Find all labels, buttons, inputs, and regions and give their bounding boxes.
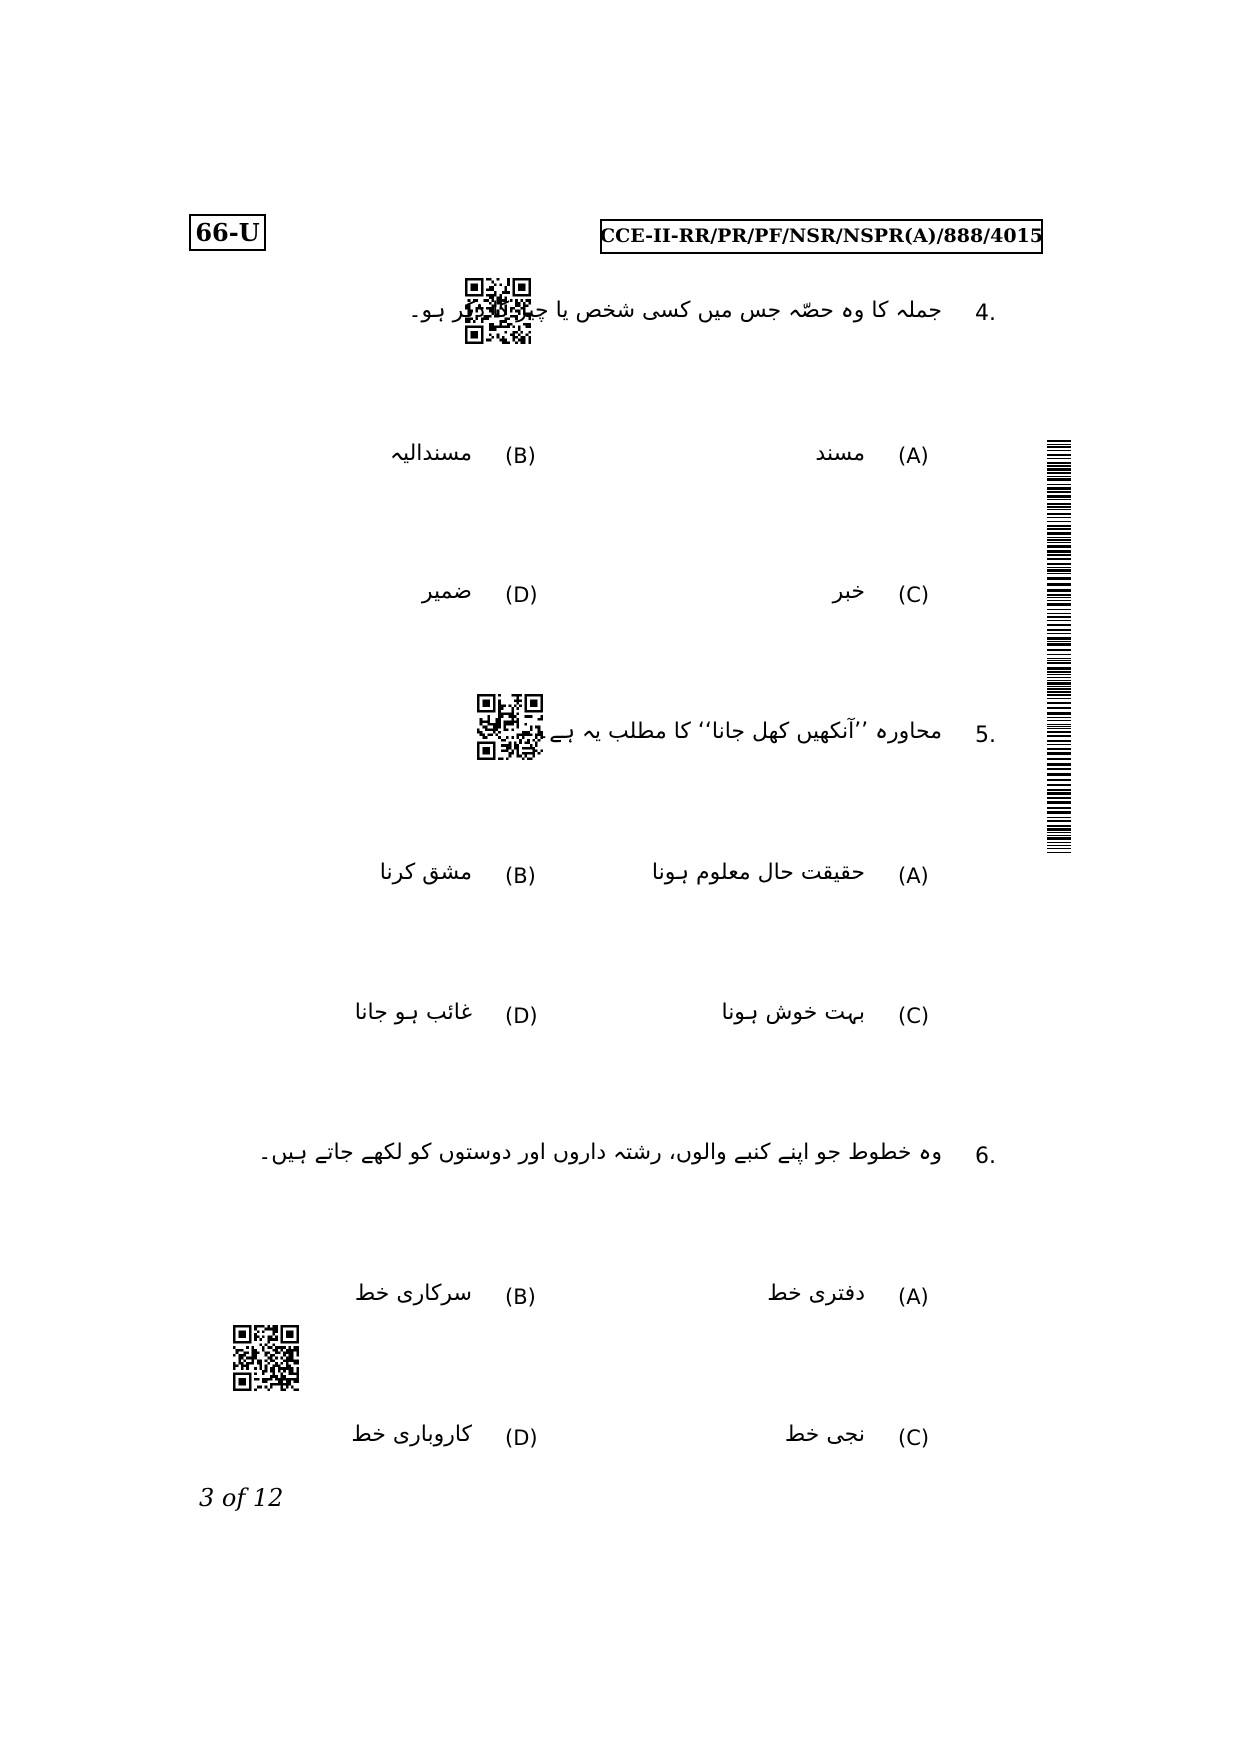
option-text: سرکاری خط <box>354 1281 472 1306</box>
question-text: وہ خطوط جو اپنے کنبے والوں، رشتہ داروں اور دوستوں کو لکھے جاتے ہیں۔ <box>258 1140 942 1165</box>
qr-code <box>477 694 543 760</box>
option-label: (B) <box>505 1285 536 1309</box>
option-label: (D) <box>505 1004 538 1028</box>
option-text: خبر <box>832 579 865 604</box>
option-text: مشق کرنا <box>379 860 472 885</box>
option-text: مسندالیہ <box>390 441 472 466</box>
option-label: (C) <box>898 583 930 607</box>
option-label: (A) <box>898 444 929 468</box>
question-text: محاورہ ’’آنکھیں کھل جانا‘‘ کا مطلب یہ ہے۔ <box>536 719 942 744</box>
series-code: CCE-II-RR/PR/PF/NSR/NSPR(A)/888/4015 <box>600 219 1043 254</box>
question-number: 5. <box>975 723 996 748</box>
page-number: 3 of 12 <box>199 1484 284 1512</box>
option-text: حقیقت حال معلوم ہونا <box>651 860 865 885</box>
option-label: (D) <box>505 1426 538 1450</box>
option-text: غائب ہو جانا <box>354 1000 472 1025</box>
barcode <box>1047 440 1071 855</box>
question-number: 4. <box>975 301 996 326</box>
option-text: بہت خوش ہونا <box>721 1000 865 1025</box>
question-number: 6. <box>975 1144 996 1169</box>
paper-code: 66-U <box>189 214 266 251</box>
option-label: (D) <box>505 583 538 607</box>
option-label: (A) <box>898 864 929 888</box>
option-label: (B) <box>505 444 536 468</box>
option-text: کاروباری خط <box>351 1422 472 1447</box>
option-label: (B) <box>505 864 536 888</box>
qr-code <box>233 1325 299 1391</box>
option-text: ضمیر <box>421 579 472 604</box>
question-text: جملہ کا وہ حصّہ جس میں کسی شخص یا چیز کا ذکر ہو۔ <box>408 298 942 323</box>
option-label: (C) <box>898 1426 930 1450</box>
option-label: (A) <box>898 1285 929 1309</box>
option-label: (C) <box>898 1004 930 1028</box>
option-text: مسند <box>815 441 865 466</box>
option-text: دفتری خط <box>767 1281 865 1306</box>
option-text: نجی خط <box>784 1422 865 1447</box>
